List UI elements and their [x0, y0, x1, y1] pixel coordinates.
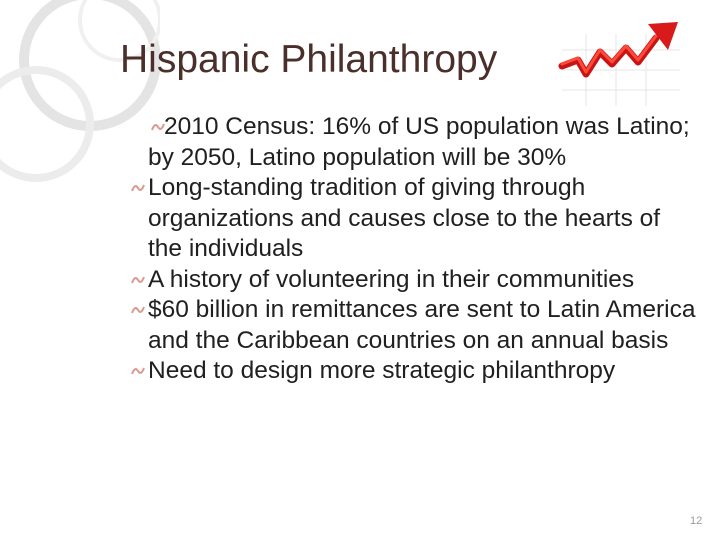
bullet-text: $60 billion in remittances are sent to Latin America and the Caribbean countries on an annual basis	[148, 296, 696, 354]
wave-bullet-icon	[131, 304, 145, 316]
wave-bullet-icon	[131, 274, 145, 286]
page-number: 12	[690, 515, 703, 527]
rising-trend-arrow-icon	[556, 20, 684, 112]
list-item	[0, 112, 696, 173]
wave-bullet-icon	[131, 365, 145, 377]
list-item	[0, 356, 696, 387]
bullet-text: 2010 Census: 16% of US population was Latino; by 2050, Latino population will be 30%	[148, 113, 690, 171]
bullet-text: Long-standing tradition of giving through organizations and causes close to the hearts of the individuals	[148, 174, 661, 262]
wave-bullet-icon	[131, 182, 145, 194]
slide-title: Hispanic Philanthropy	[120, 38, 498, 81]
bullet-text: A history of volunteering in their communities	[148, 265, 635, 293]
bullet-list	[0, 112, 696, 387]
bullet-text: Need to design more strategic philanthropy	[148, 357, 616, 384]
list-item	[0, 295, 696, 356]
list-item	[0, 265, 696, 296]
wave-bullet-icon	[151, 121, 165, 133]
list-item	[0, 173, 696, 265]
